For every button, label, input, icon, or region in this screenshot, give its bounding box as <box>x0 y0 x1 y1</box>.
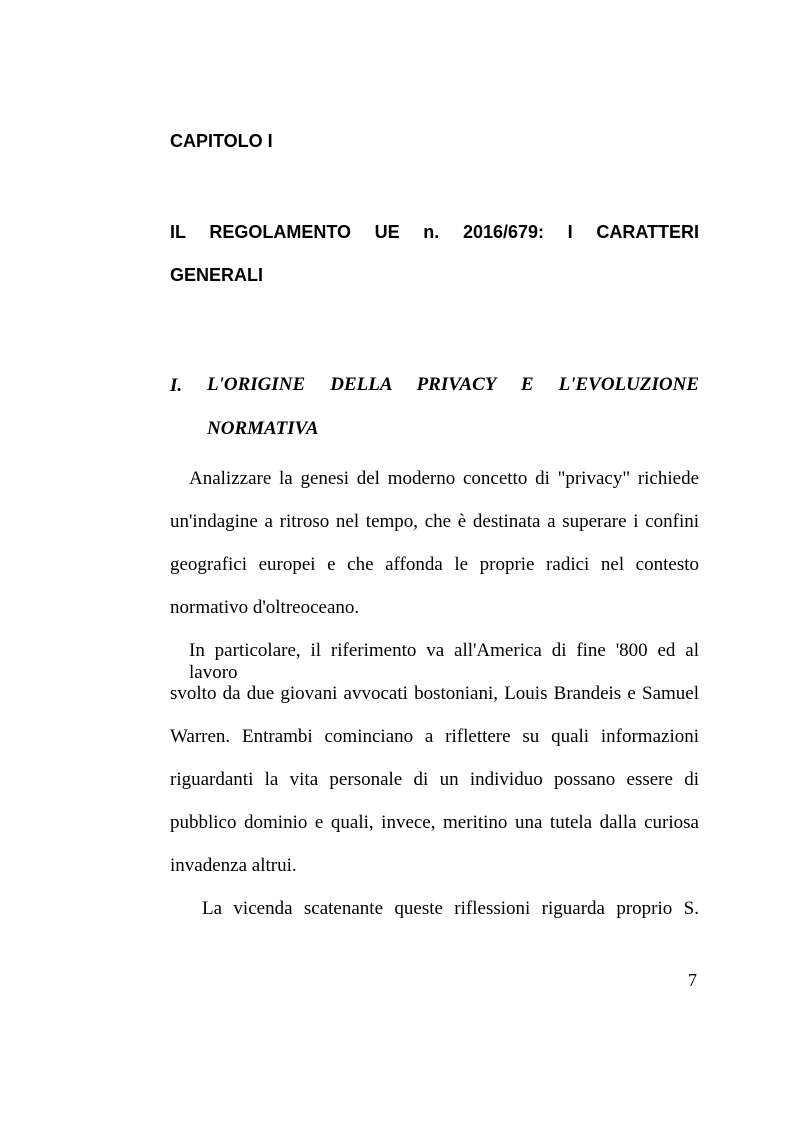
paragraph-1-line-2: un'indagine a ritroso nel tempo, che è destinata a superare i confini <box>170 511 699 532</box>
paragraph-2-line-4: riguardanti la vita personale di un individuo possano essere di <box>170 769 699 790</box>
section-title-line-1: L'ORIGINE DELLA PRIVACY E L'EVOLUZIONE <box>207 374 699 395</box>
chapter-label: CAPITOLO I <box>170 131 273 151</box>
paragraph-2-line-1: In particolare, il riferimento va all'America di fine '800 ed al lavoro <box>189 640 699 683</box>
paragraph-1-line-1: Analizzare la genesi del moderno concetto di "privacy" richiede <box>189 468 699 489</box>
paragraph-2-line-3: Warren. Entrambi cominciano a riflettere su quali informazioni <box>170 726 699 747</box>
paragraph-2-line-6: invadenza altrui. <box>170 855 297 876</box>
paragraph-2-line-2: svolto da due giovani avvocati bostoniani, Louis Brandeis e Samuel <box>170 683 699 704</box>
paragraph-1-line-4: normativo d'oltreoceano. <box>170 597 360 618</box>
paragraph-3-line-1: La vicenda scatenante queste riflessioni riguarda proprio S. <box>202 898 699 919</box>
chapter-title-line-2: GENERALI <box>170 265 264 285</box>
paragraph-2-line-5: pubblico dominio e quali, invece, meritino una tutela dalla curiosa <box>170 812 699 833</box>
section-title-line-2: NORMATIVA <box>207 418 319 439</box>
paragraph-1-line-3: geografici europei e che affonda le proprie radici nel contesto <box>170 554 699 575</box>
chapter-title-line-1: IL REGOLAMENTO UE n. 2016/679: I CARATTERI <box>170 222 699 242</box>
page-number: 7 <box>688 970 697 990</box>
section-number: I. <box>170 375 183 396</box>
